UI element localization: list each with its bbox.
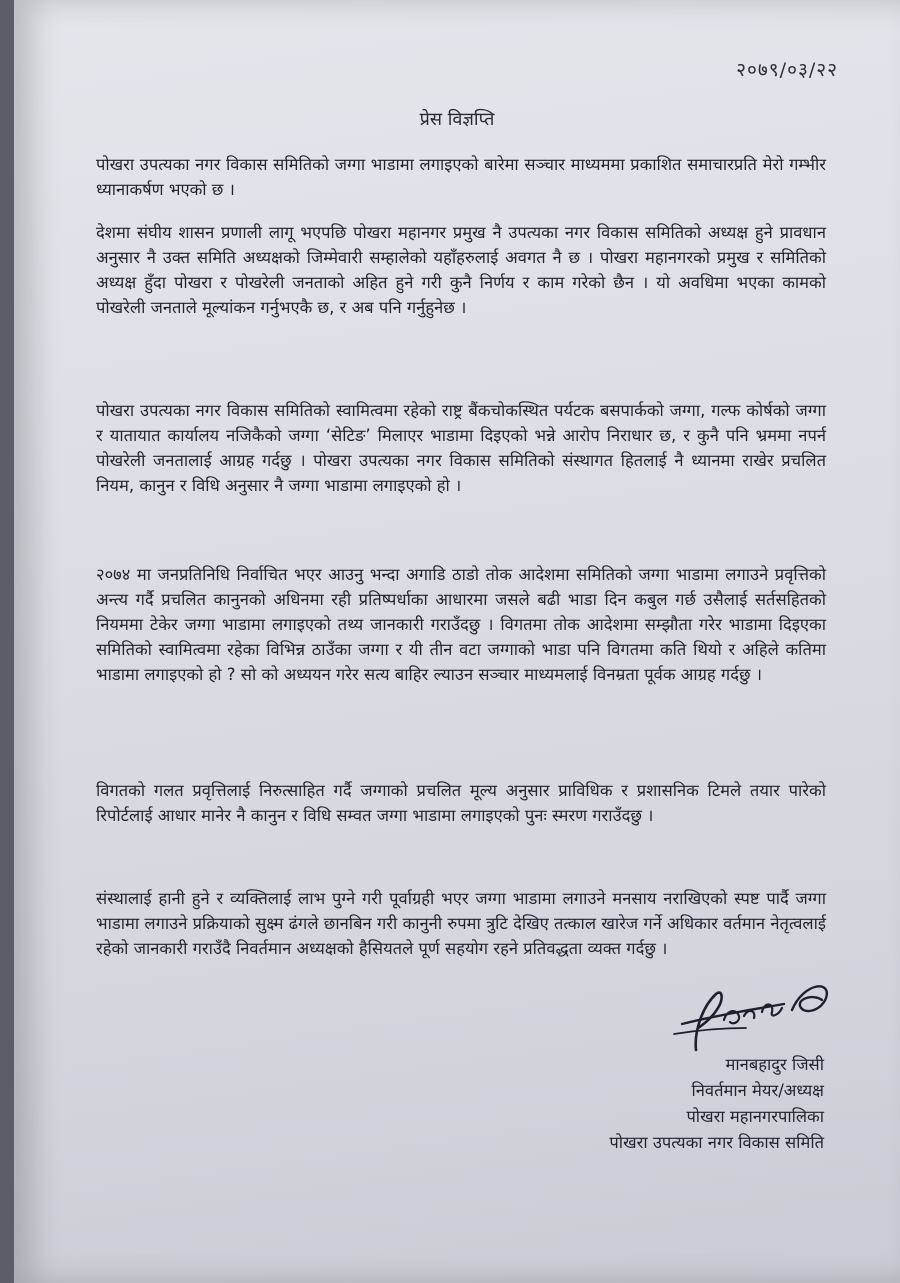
handwritten-signature bbox=[654, 972, 854, 1062]
signatory-committee: पोखरा उपत्यका नगर विकास समिति bbox=[609, 1133, 824, 1152]
signatory-office: पोखरा महानगरपालिका bbox=[686, 1107, 824, 1126]
signatory-name: मानबहादुर जिसी bbox=[725, 1055, 824, 1074]
paragraph-4: २०७४ मा जनप्रतिनिधि निर्वाचित भएर आउनु भन्दा अगाडि ठाडो तोक आदेशमा समितिको जग्गा भाडामा लगाउने प्रवृत्तिको अन्त्य गर्दै प्रचलित कानुनको अधिनमा रही प्रतिष्पर्धाका आधारमा जसले बढी भाडा दिन कबुल गर्छ उसैलाई सर्तसहितको नियममा टेकेर जग्गा भाडामा लगाइएको तथ्य जानकारी गराउँदछु । विगतमा तोक आदेशमा सम्झौता गरेर भाडामा दिइएका समितिको स्वामित्वमा रहेका विभिन्न ठाउँका जग्गा र यी तीन वटा जग्गाको भाडा पनि विगतमा कति थियो र अहिले कतिमा भाडामा लगाइएको हो ? सो को अध्ययन गरेर सत्य बाहिर ल्याउन सञ्चार माध्यमलाई विनम्रता पूर्वक आग्रह गर्दछु । bbox=[96, 565, 826, 684]
document-date: २०७९/०३/२२ bbox=[736, 59, 838, 81]
paragraph-3: पोखरा उपत्यका नगर विकास समितिको स्वामित्वमा रहेको राष्ट्र बैंकचोकस्थित पर्यटक बसपार्कको जग्गा, गल्फ कोर्षको जग्गा र यातायात कार्यालय नजिकैको जग्गा ‘सेटिङ’ मिलाएर भाडामा दिइएको भन्ने आरोप निराधार छ, र कुनै पनि भ्रममा नपर्न पोखरेली जनतालाई आग्रह गर्दछु । पोखरा उपत्यका नगर विकास समितिको संस्थागत हितलाई नै ध्यानमा राखेर प्रचलित नियम, कानुन र विधि अनुसार नै जग्गा भाडामा लगाइएको हो । bbox=[96, 401, 826, 495]
paragraph-1: पोखरा उपत्यका नगर विकास समितिको जग्गा भाडामा लगाइएको बारेमा सञ्चार माध्यममा प्रकाशित समाचारप्रति मेरो गम्भीर ध्यानाकर्षण भएको छ । bbox=[96, 155, 826, 199]
paragraph-2: देशमा संघीय शासन प्रणाली लागू भएपछि पोखरा महानगर प्रमुख नै उपत्यका नगर विकास समितिको अध्यक्ष हुने प्रावधान अनुसार नै उक्त समिति अध्यक्षको जिम्मेवारी सम्हालेको यहाँहरुलाई अवगत नै छ । पोखरा महानगरको प्रमुख र समितिको अध्यक्ष हुँदा पोखरा र पोखरेली जनताको अहित हुने गरी कुनै निर्णय र काम गरेको छैन । यो अवधिमा भएका कामको पोखरेली जनताले मूल्यांकन गर्नुभएकै छ, र अब पनि गर्नुहुनेछ । bbox=[96, 223, 826, 317]
paragraph-6: संस्थालाई हानी हुने र व्यक्तिलाई लाभ पुग्ने गरी पूर्वाग्रही भएर जग्गा भाडामा लगाउने मनसाय नराखिएको स्पष्ट पार्दै जग्गा भाडामा लगाउने प्रक्रियाको सुक्ष्म ढंगले छानबिन गरी कानुनी रुपमा त्रुटि देखिए तत्काल खारेज गर्ने अधिकार वर्तमान नेतृत्वलाई रहेको जानकारी गराउँदै निवर्तमान अध्यक्षको हैसियतले पूर्ण सहयोग रहने प्रतिवद्धता व्यक्त गर्दछु । bbox=[96, 889, 826, 958]
signatory-designation: निवर्तमान मेयर/अध्यक्ष bbox=[691, 1081, 824, 1100]
document-title: प्रेस विज्ञप्ति bbox=[419, 109, 495, 130]
signature-block bbox=[609, 1052, 824, 1156]
press-release-sheet bbox=[14, 0, 900, 1283]
paragraph-5: विगतको गलत प्रवृत्तिलाई निरुत्साहित गर्दै जग्गाको प्रचलित मूल्य अनुसार प्राविधिक र प्रशासनिक टिमले तयार पारेको रिपोर्टलाई आधार मानेर नै कानुन र विधि सम्वत जग्गा भाडामा लगाइएको पुनः स्मरण गराउँदछु । bbox=[96, 781, 826, 825]
